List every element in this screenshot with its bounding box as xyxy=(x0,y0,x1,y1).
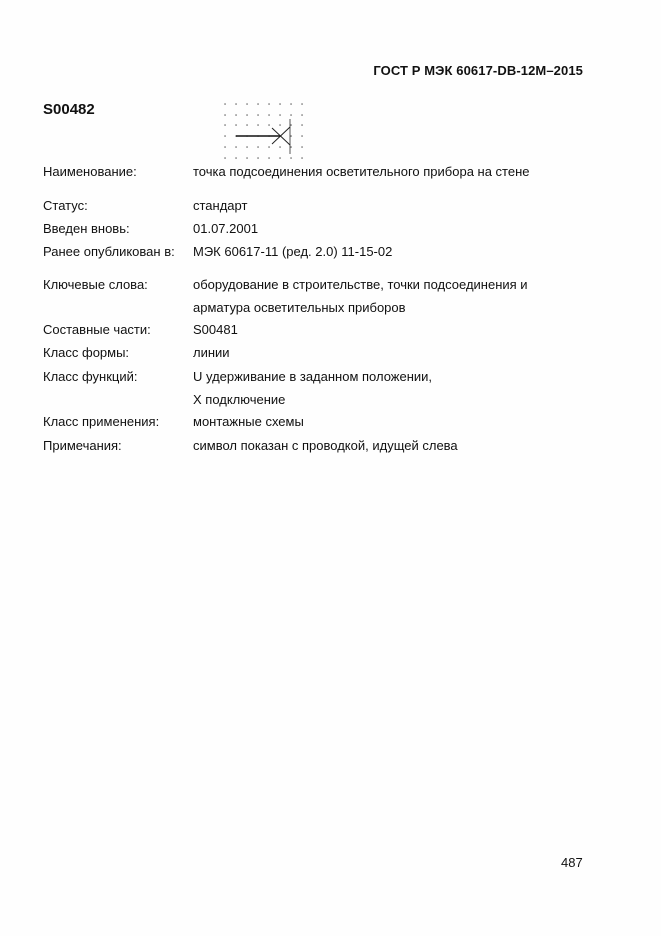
grid-dot xyxy=(290,124,291,125)
grid-dot xyxy=(224,146,225,147)
grid-dot xyxy=(235,114,236,115)
wall-lighting-outlet-symbol-icon xyxy=(218,96,310,164)
grid-dot xyxy=(268,124,269,125)
label-previously-published: Ранее опубликован в: xyxy=(43,244,175,259)
grid-dot xyxy=(301,114,302,115)
page-number: 487 xyxy=(561,855,583,870)
grid-dot xyxy=(301,103,302,104)
grid-dot xyxy=(279,157,280,158)
value-name: точка подсоединения осветительного прибора на стене xyxy=(193,164,530,179)
grid-dot xyxy=(257,124,258,125)
label-components: Составные части: xyxy=(43,322,151,337)
grid-dot xyxy=(301,124,302,125)
grid-dot xyxy=(224,124,225,125)
grid-dot xyxy=(235,103,236,104)
grid-dot xyxy=(290,157,291,158)
grid-dot xyxy=(246,157,247,158)
label-status: Статус: xyxy=(43,198,88,213)
grid-dot xyxy=(257,103,258,104)
label-function-class: Класс функций: xyxy=(43,369,138,384)
value-previously-published: МЭК 60617-11 (ред. 2.0) 11-15-02 xyxy=(193,244,393,259)
grid-dot xyxy=(246,124,247,125)
grid-dot xyxy=(268,146,269,147)
value-status: стандарт xyxy=(193,198,248,213)
grid-dot xyxy=(268,157,269,158)
value-keywords-line1: оборудование в строительстве, точки подсоединения и xyxy=(193,277,528,292)
value-application-class: монтажные схемы xyxy=(193,414,304,429)
symbol-id: S00482 xyxy=(43,101,95,118)
label-form-class: Класс формы: xyxy=(43,345,130,360)
grid-dot xyxy=(279,124,280,125)
grid-dot xyxy=(290,146,291,147)
grid-dot xyxy=(279,146,280,147)
grid-dot xyxy=(301,135,302,136)
grid-dot xyxy=(224,103,225,104)
value-function-class-line1: U удерживание в заданном положении, xyxy=(193,369,433,384)
value-function-class-line2: X подключение xyxy=(193,392,286,407)
grid-dot xyxy=(301,146,302,147)
grid-dots xyxy=(224,103,302,158)
grid-dot xyxy=(290,114,291,115)
label-introduced: Введен вновь: xyxy=(43,221,130,236)
grid-dot xyxy=(224,135,225,136)
label-application-class: Класс применения: xyxy=(43,414,160,429)
grid-dot xyxy=(224,157,225,158)
label-keywords: Ключевые слова: xyxy=(43,277,148,292)
grid-dot xyxy=(246,114,247,115)
value-components: S00481 xyxy=(193,322,238,337)
grid-dot xyxy=(235,146,236,147)
grid-dot xyxy=(290,135,291,136)
grid-dot xyxy=(257,157,258,158)
value-keywords-line2: арматура осветительных приборов xyxy=(193,300,406,315)
grid-dot xyxy=(301,157,302,158)
grid-dot xyxy=(290,103,291,104)
grid-dot xyxy=(279,103,280,104)
grid-dot xyxy=(246,146,247,147)
symbol-svg xyxy=(218,96,310,164)
grid-dot xyxy=(235,157,236,158)
grid-dot xyxy=(246,103,247,104)
label-notes: Примечания: xyxy=(43,438,122,453)
grid-dot xyxy=(235,124,236,125)
value-introduced: 01.07.2001 xyxy=(193,221,259,236)
label-name: Наименование: xyxy=(43,164,137,179)
grid-dot xyxy=(268,103,269,104)
grid-dot xyxy=(279,114,280,115)
standard-title: ГОСТ Р МЭК 60617-DB-12M–2015 xyxy=(373,63,583,78)
grid-dot xyxy=(257,146,258,147)
grid-dot xyxy=(257,114,258,115)
value-form-class: линии xyxy=(193,345,230,360)
grid-dot xyxy=(268,114,269,115)
grid-dot xyxy=(224,114,225,115)
value-notes: символ показан с проводкой, идущей слева xyxy=(193,438,458,453)
